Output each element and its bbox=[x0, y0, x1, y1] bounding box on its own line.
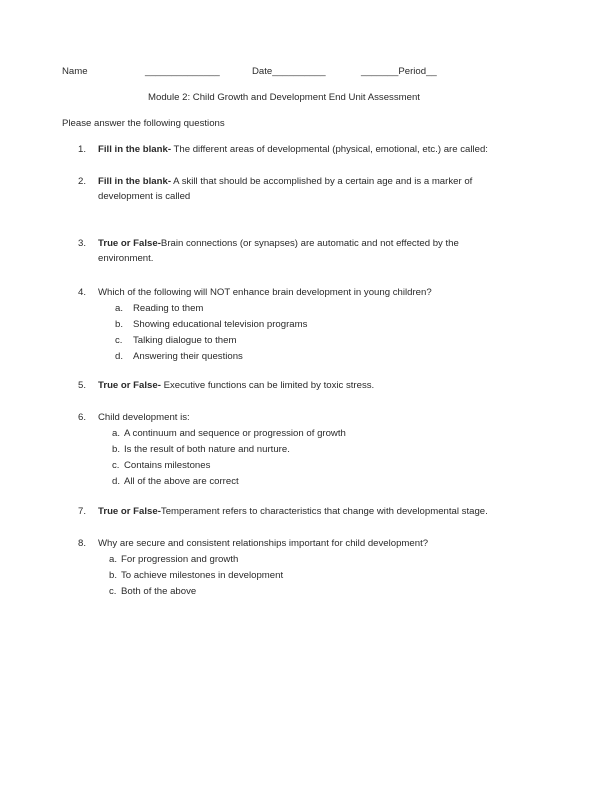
question-number: 7. bbox=[78, 506, 87, 517]
option-8b: b. To achieve milestones in development bbox=[109, 570, 284, 581]
question-body: Brain connections (or synapses) are automatic and not effected by the bbox=[160, 238, 459, 249]
question-text bbox=[98, 176, 528, 202]
question-number: 8. bbox=[78, 538, 87, 549]
question-text bbox=[98, 144, 528, 156]
question-body: Executive functions can be limited by toxic stress. bbox=[160, 380, 375, 391]
question-prefix: True or False- bbox=[98, 506, 161, 517]
question-prefix: True or False- bbox=[98, 238, 161, 249]
question-text bbox=[98, 238, 528, 264]
question-number: 2. bbox=[78, 176, 87, 187]
page-title: Module 2: Child Growth and Development End Unit Assessment bbox=[148, 92, 420, 103]
option-6a: a. A continuum and sequence or progression of growth bbox=[112, 428, 346, 439]
instructions: Please answer the following questions bbox=[62, 118, 225, 129]
question-number: 6. bbox=[78, 412, 87, 423]
option-8c: c. Both of the above bbox=[109, 586, 197, 597]
question-body: A skill that should be accomplished by a certain age and is a marker of bbox=[171, 176, 473, 187]
question-text bbox=[98, 506, 528, 518]
header-row bbox=[0, 66, 615, 82]
question-text bbox=[98, 287, 528, 299]
date-label: Date__________ bbox=[252, 66, 326, 77]
question-number: 4. bbox=[78, 287, 87, 298]
question-text bbox=[98, 380, 528, 392]
question-number: 3. bbox=[78, 238, 87, 249]
name-label: Name bbox=[62, 66, 88, 77]
question-text bbox=[98, 538, 528, 550]
option-8a: a. For progression and growth bbox=[109, 554, 239, 565]
question-number: 5. bbox=[78, 380, 87, 391]
question-text bbox=[98, 412, 528, 424]
question-body: The different areas of developmental (physical, emotional, etc.) are called: bbox=[171, 144, 488, 155]
question-body: Which of the following will NOT enhance brain development in young children? bbox=[98, 287, 432, 298]
question-continuation: environment. bbox=[98, 252, 154, 264]
option-4b: b. Showing educational television programs bbox=[115, 319, 308, 330]
question-continuation: development is called bbox=[98, 190, 191, 202]
option-6b: b. Is the result of both nature and nurture. bbox=[112, 444, 290, 455]
question-body: Child development is: bbox=[98, 412, 190, 423]
question-prefix: Fill in the blank- bbox=[98, 176, 172, 187]
question-body: Temperament refers to characteristics that change with developmental stage. bbox=[160, 506, 488, 517]
question-prefix: Fill in the blank- bbox=[98, 144, 172, 155]
period-label: _______Period__ bbox=[361, 66, 437, 77]
name-blank: ______________ bbox=[145, 66, 220, 77]
option-4c: c. Talking dialogue to them bbox=[115, 335, 237, 346]
option-6d: d. All of the above are correct bbox=[112, 476, 239, 487]
option-4a: a. Reading to them bbox=[115, 303, 204, 314]
question-number: 1. bbox=[78, 144, 87, 155]
option-4d: d. Answering their questions bbox=[115, 351, 243, 362]
question-prefix: True or False- bbox=[98, 380, 161, 391]
question-body: Why are secure and consistent relationships important for child development? bbox=[98, 538, 429, 549]
option-6c: c. Contains milestones bbox=[112, 460, 211, 471]
